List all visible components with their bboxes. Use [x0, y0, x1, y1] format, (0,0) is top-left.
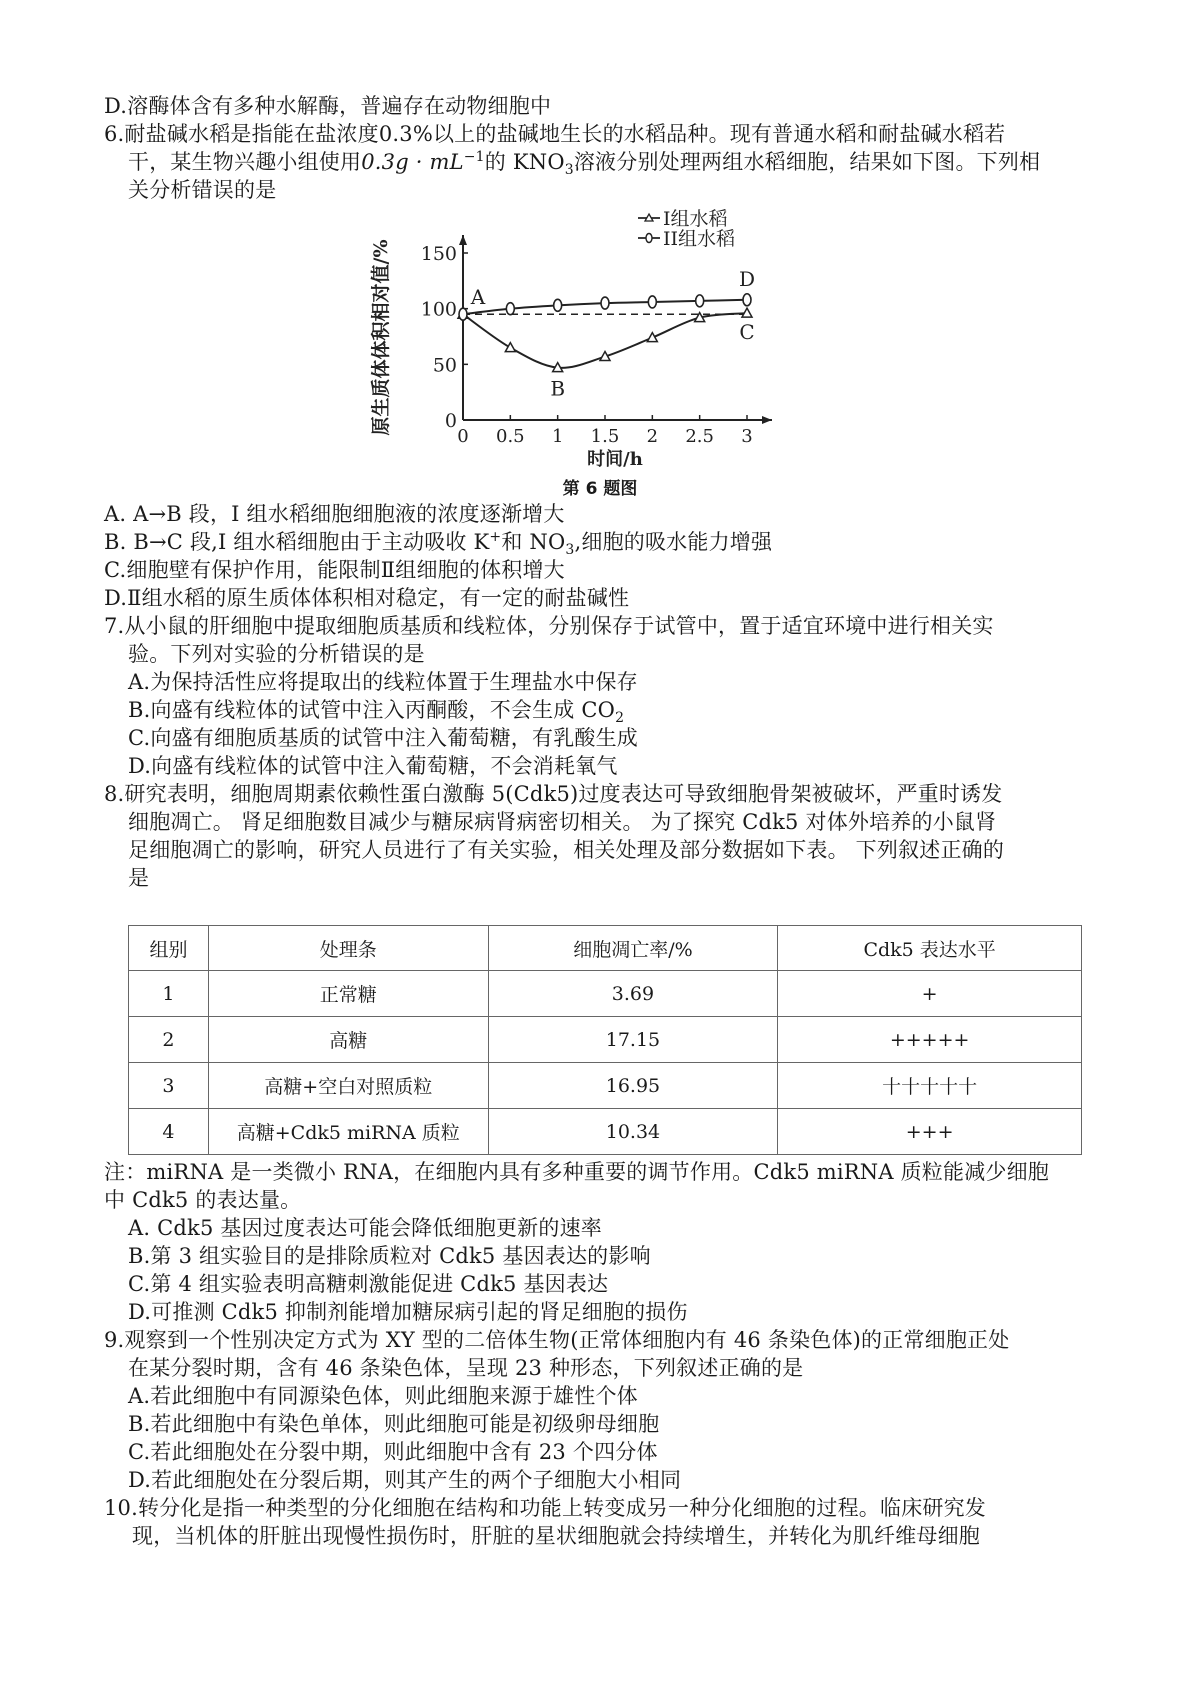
table-cell: + [778, 971, 1082, 1017]
q9-option-a: A.若此细胞中有同源染色体，则此细胞来源于雄性个体 [128, 1384, 638, 1408]
q7-option-c: C.向盛有细胞质基质的试管中注入葡萄糖，有乳酸生成 [128, 726, 638, 750]
q9-stem-line1: 9.观察到一个性别决定方式为 XY 型的二倍体生物(正常体细胞内有 46 条染色体)的正常细胞正处 [104, 1328, 1010, 1352]
x-tick-label: 1 [551, 426, 564, 447]
q8-option-b: B.第 3 组实验目的是排除质粒对 Cdk5 基因表达的影响 [128, 1244, 651, 1268]
q7-option-a: A.为保持活性应将提取出的线粒体置于生理盐水中保存 [128, 670, 638, 694]
table-cell: 2 [129, 1017, 209, 1063]
q10-stem-line1: 10.转分化是指一种类型的分化细胞在结构和功能上转变成另一种分化细胞的过程。临床研究发 [104, 1496, 986, 1520]
data-point-circle [696, 295, 704, 307]
table-row [129, 1017, 1082, 1063]
table-cell: 10.34 [488, 1109, 778, 1155]
q7-b-sub: 2 [615, 710, 625, 727]
legend-label: II组水稻 [663, 228, 736, 250]
table-cell: 4 [129, 1109, 209, 1155]
q5-option-d: D.溶酶体含有多种水解酶，普遍存在动物细胞中 [104, 94, 552, 118]
q6-option-b [104, 528, 773, 559]
table-cell: 正常糖 [208, 971, 488, 1017]
x-axis-label: 时间/h [587, 449, 643, 470]
q8-note-line2: 中 Cdk5 的表达量。 [104, 1188, 302, 1212]
x-tick-label: 1.5 [590, 426, 620, 447]
table-cell: +++ [778, 1109, 1082, 1155]
q6-chart [360, 205, 800, 470]
x-tick-label: 0 [457, 426, 469, 447]
table-header: 组别 [129, 926, 209, 971]
table-header: 细胞凋亡率/% [488, 926, 778, 971]
table-cell: 高糖+Cdk5 miRNA 质粒 [208, 1109, 488, 1155]
table-cell: 十十十十十 [778, 1063, 1082, 1109]
x-axis-arrow-icon [762, 416, 772, 424]
data-point-circle [554, 299, 562, 311]
table-row [129, 1109, 1082, 1155]
data-point-circle [459, 308, 467, 320]
legend-label: I组水稻 [663, 208, 728, 230]
q9-stem-line2: 在某分裂时期，含有 46 条染色体，呈现 23 种形态，下列叙述正确的是 [128, 1356, 804, 1380]
q9-option-b: B.若此细胞中有染色单体，则此细胞可能是初级卵母细胞 [128, 1412, 660, 1436]
q10-stem-line2: 现，当机体的肝脏出现慢性损伤时，肝脏的星状细胞就会持续增生，并转化为肌纤维母细胞 [132, 1524, 980, 1548]
point-label-a: A [470, 285, 486, 310]
table-cell: 16.95 [488, 1063, 778, 1109]
q6-subscript: 3 [564, 162, 574, 179]
q6-concentration: 0.3g · mL [361, 150, 464, 174]
q6-stem-line1: 6.耐盐碱水稻是指能在盐浓度0.3%以上的盐碱地生长的水稻品种。现有普通水稻和耐盐碱水稻若 [104, 122, 1006, 146]
q8-note-line1: 注：miRNA 是一类微小 RNA，在细胞内具有多种重要的调节作用。Cdk5 miRNA 质粒能减少细胞 [104, 1160, 1050, 1184]
x-tick-label: 2 [646, 426, 659, 447]
q9-option-d: D.若此细胞处在分裂后期，则其产生的两个子细胞大小相同 [128, 1468, 682, 1492]
y-tick-label: 0 [444, 410, 457, 432]
y-axis-label: 原生质体体积相对值/% [370, 239, 392, 436]
q6-text: 干，某生物兴趣小组使用 [128, 150, 362, 174]
point-label-c: C [739, 320, 755, 345]
q6-b-text: 和 NO [501, 530, 566, 554]
data-point-circle [601, 297, 609, 309]
table-cell: +++++ [778, 1017, 1082, 1063]
y-tick-label: 50 [432, 354, 457, 377]
y-tick-label: 150 [420, 243, 457, 265]
q6-option-d: D.Ⅱ组水稻的原生质体体积相对稳定，有一定的耐盐碱性 [104, 586, 630, 610]
y-axis-arrow-icon [459, 235, 467, 245]
q6-b-sub: 3 [565, 542, 575, 559]
q6-option-c: C.细胞壁有保护作用，能限制Ⅱ组细胞的体积增大 [104, 558, 565, 582]
q8-stem-line4: 是 [128, 866, 150, 890]
q6-figure-caption: 第 6 题图 [562, 479, 638, 499]
q6-b-text: B. B→C 段,I 组水稻细胞由于主动吸收 K [104, 530, 490, 554]
x-tick-label: 0.5 [496, 426, 525, 447]
table-cell: 1 [129, 971, 209, 1017]
y-tick-label: 100 [420, 298, 457, 321]
q7-option-b [128, 696, 625, 727]
q7-b-text: B.向盛有线粒体的试管中注入丙酮酸，不会生成 CO [128, 698, 616, 722]
table-cell: 3.69 [488, 971, 778, 1017]
q8-option-d: D.可推测 Cdk5 抑制剂能增加糖尿病引起的肾足细胞的损伤 [128, 1300, 688, 1324]
q6-option-a: A. A→B 段，I 组水稻细胞细胞液的浓度逐渐增大 [104, 502, 565, 526]
x-tick-label: 2.5 [685, 426, 714, 447]
q7-option-d: D.向盛有线粒体的试管中注入葡萄糖，不会消耗氧气 [128, 754, 618, 778]
q8-data-table [128, 925, 1082, 1155]
x-tick-label: 3 [741, 426, 753, 447]
table-row [129, 1063, 1082, 1109]
q6-text: 的 KNO [484, 150, 565, 174]
table-cell: 高糖+空白对照质粒 [208, 1063, 488, 1109]
table-header-row [129, 926, 1082, 971]
q8-stem-line1: 8.研究表明，细胞周期素依赖性蛋白激酶 5(Cdk5)过度表达可导致细胞骨架被破坏，严重时诱发 [104, 782, 1003, 806]
q6-b-text: ,细胞的吸水能力增强 [574, 530, 773, 554]
data-point-circle [506, 303, 514, 315]
table-cell: 3 [129, 1063, 209, 1109]
data-point-circle [743, 294, 751, 306]
q6-stem-line2 [128, 148, 1041, 179]
table-header: 处理条 [208, 926, 488, 971]
q8-stem-line2: 细胞凋亡。 肾足细胞数目减少与糖尿病肾病密切相关。 为了探究 Cdk5 对体外培养的小鼠肾 [128, 810, 997, 834]
table-row [129, 971, 1082, 1017]
q6-stem-line3: 关分析错误的是 [128, 178, 277, 202]
point-label-b: B [550, 376, 566, 401]
q9-option-c: C.若此细胞处在分裂中期，则此细胞中含有 23 个四分体 [128, 1440, 658, 1464]
q8-option-a: A. Cdk5 基因过度表达可能会降低细胞更新的速率 [128, 1216, 602, 1240]
q8-stem-line3: 足细胞凋亡的影响，研究人员进行了有关实验，相关处理及部分数据如下表。 下列叙述正确的 [128, 838, 1005, 862]
legend-marker-circle [646, 234, 652, 243]
data-point-circle [648, 296, 656, 308]
q7-stem-line2: 验。下列对实验的分析错误的是 [128, 642, 425, 666]
q6-b-sup: + [489, 529, 502, 545]
q8-option-c: C.第 4 组实验表明高糖刺激能促进 Cdk5 基因表达 [128, 1272, 609, 1296]
table-header: Cdk5 表达水平 [778, 926, 1082, 971]
table-cell: 17.15 [488, 1017, 778, 1063]
data-point-triangle [505, 343, 515, 352]
point-label-d: D [738, 266, 756, 291]
q6-text: 溶液分别处理两组水稻细胞，结果如下图。下列相 [573, 150, 1041, 174]
q7-stem-line1: 7.从小鼠的肝细胞中提取细胞质基质和线粒体，分别保存于试管中，置于适宜环境中进行相关实 [104, 614, 994, 638]
q6-exponent: −1 [463, 149, 485, 165]
table-cell: 高糖 [208, 1017, 488, 1063]
